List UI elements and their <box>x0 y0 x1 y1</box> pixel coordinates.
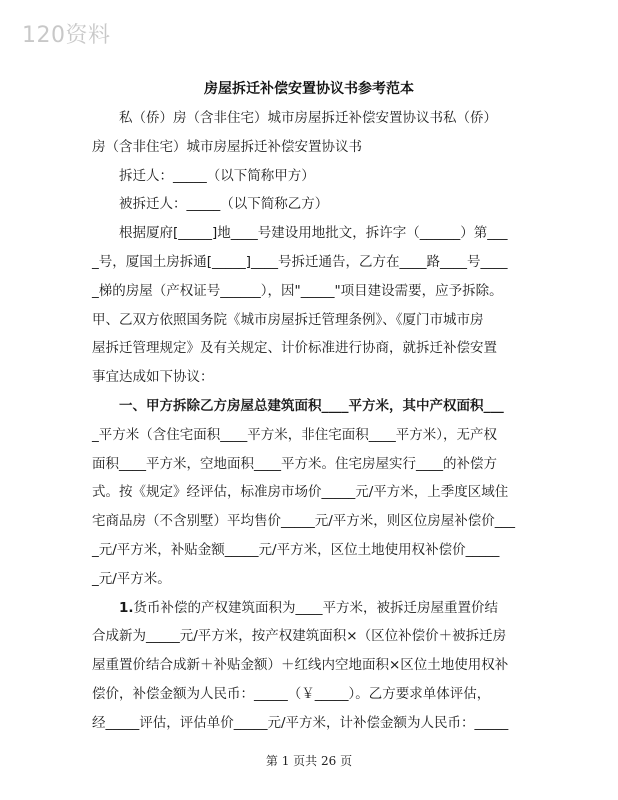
paragraph-line: 拆迁人：_____（以下简称甲方） <box>119 167 315 184</box>
page-number-footer: 第 1 页共 26 页 <box>265 754 353 768</box>
section-heading-line: 一、甲方拆除乙方房屋总建筑面积____平方米，其中产权面积___ <box>119 397 504 414</box>
paragraph-line: 屋拆迁管理规定》及有关规定、计价标准进行协商，就拆迁补偿安置 <box>92 340 497 357</box>
paragraph-line: 偿价，补偿金额为人民币：_____（￥_____）。乙方要求单体评估， <box>92 685 491 702</box>
paragraph-line: 宅商品房（不含别墅）平均售价_____元/平方米，则区位房屋补偿价___ <box>92 513 516 530</box>
paragraph-line: _梯的房屋（产权证号______），因"_____"项目建设需要，应予拆除。 <box>92 282 503 299</box>
paragraph-line: 事宜达成如下协议： <box>92 369 214 386</box>
paragraph-line: 根据厦府[_____]地____号建设用地批文，拆许字（______）第___ <box>119 225 508 242</box>
paragraph-line: _元/平方米，补贴金额_____元/平方米，区位土地使用权补偿价_____ <box>92 541 500 558</box>
document-title: 房屋拆迁补偿安置协议书参考范本 <box>204 81 414 97</box>
paragraph-line: 私（侨）房（含非住宅）城市房屋拆迁补偿安置协议书私（侨） <box>119 110 497 126</box>
paragraph-line: 被拆迁人：_____（以下简称乙方） <box>119 196 329 213</box>
paragraph-line: 甲、乙双方依照国务院《城市房屋拆迁管理条例》、《厦门市城市房 <box>92 311 484 328</box>
paragraph-line: _平方米（含住宅面积____平方米，非住宅面积____平方米），无产权 <box>92 426 497 443</box>
paragraph-line: _号，厦国土房拆通[_____]____号拆迁通告，乙方在____路____号____ <box>92 253 508 270</box>
numbered-clause-line: 1.货币补偿的产权建筑面积为____平方米，被拆迁房屋重置价结 <box>119 599 499 616</box>
paragraph-line: 屋重置价结合成新＋补贴金额）＋红线内空地面积×区位土地使用权补 <box>92 657 509 674</box>
paragraph-line: 经_____评估，评估单价_____元/平方米，计补偿金额为人民币：_____ <box>92 714 509 731</box>
paragraph-line: 面积____平方米，空地面积____平方米。住宅房屋实行____的补偿方 <box>92 455 497 472</box>
paragraph-line: 合成新为_____元/平方米，按产权建筑面积×（区位补偿价＋被拆迁房 <box>92 628 507 645</box>
paragraph-line: 式。按《规定》经评估，标准房市场价_____元/平方米，上季度区域住 <box>92 484 509 501</box>
watermark-logo: 120资料 <box>22 23 111 48</box>
paragraph-line: _元/平方米。 <box>92 570 171 587</box>
paragraph-line: 房（含非住宅）城市房屋拆迁补偿安置协议书 <box>92 138 362 155</box>
document-body <box>92 104 524 738</box>
